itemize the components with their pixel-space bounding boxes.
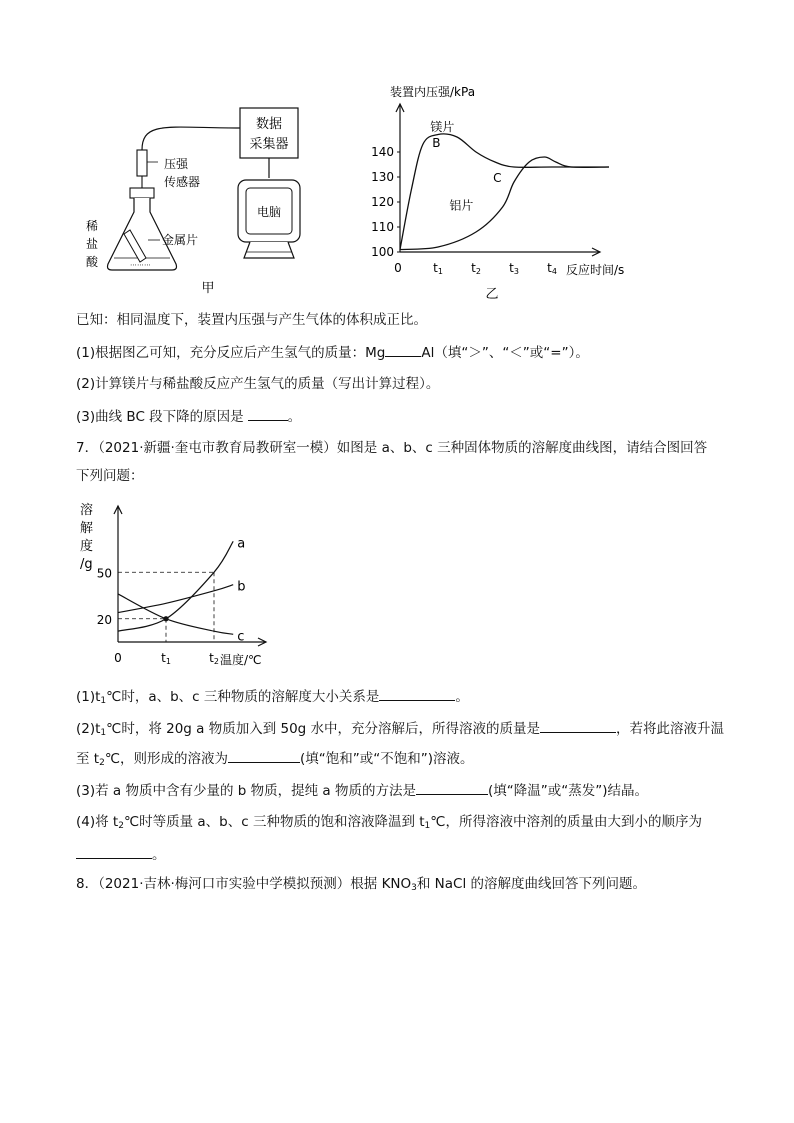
y-tick-label: 120 bbox=[371, 195, 394, 209]
question-7-2-line-2 bbox=[76, 748, 474, 773]
answer-blank bbox=[76, 844, 152, 859]
curve-label-a: a bbox=[237, 536, 246, 552]
series-line-mg bbox=[400, 134, 609, 250]
q7-4-sub2: 1 bbox=[424, 821, 431, 831]
y-label-char: 度 bbox=[80, 539, 94, 554]
q7-2-l2-c: (填“饱和”或“不饱和”)溶液。 bbox=[300, 751, 474, 767]
x-tick-label: t1 bbox=[161, 651, 171, 666]
problem-7-line-2: 下列问题： bbox=[76, 468, 144, 484]
y-tick-label: 20 bbox=[96, 612, 112, 627]
problem-8 bbox=[76, 874, 646, 898]
q6-3-text-b: 。 bbox=[287, 409, 302, 425]
solubility-xlabel: 温度/℃ bbox=[220, 653, 262, 667]
q7-2-l2-sub: 2 bbox=[99, 758, 105, 768]
computer-label: 电脑 bbox=[256, 205, 282, 219]
answer-blank bbox=[540, 718, 616, 733]
sensor-label-1: 压强 bbox=[164, 157, 189, 171]
y-tick-label: 100 bbox=[371, 245, 394, 259]
q7-2-l2-b: ℃，则形成的溶液为 bbox=[104, 751, 228, 767]
sensor-label-2: 传感器 bbox=[164, 175, 201, 189]
point-b-label: B bbox=[432, 136, 441, 150]
p8-sub: 3 bbox=[411, 883, 417, 893]
chart-yi-xlabel: 反应时间/s bbox=[566, 263, 625, 277]
acid-label-3: 酸 bbox=[86, 255, 99, 269]
solubility-axes bbox=[114, 506, 266, 646]
q7-2-sub: 1 bbox=[100, 728, 107, 738]
p8-a: 8．（2021·吉林·梅河口市实验中学模拟预测）根据 KNO bbox=[76, 876, 412, 892]
series-line-al bbox=[400, 157, 609, 250]
q6-3-text-a: (3)曲线 BC 段下降的原因是 bbox=[76, 409, 244, 425]
series-label: 镁片 bbox=[430, 120, 455, 134]
metal-label: 金属片 bbox=[162, 233, 199, 247]
computer-icon bbox=[238, 180, 300, 258]
answer-blank bbox=[228, 748, 300, 763]
apparatus-figure bbox=[80, 100, 320, 300]
answer-blank bbox=[248, 406, 288, 421]
y-tick-label: 130 bbox=[371, 170, 394, 184]
caption-yi: 乙 bbox=[485, 287, 499, 302]
chart-yi-ylabel: 装置内压强/kPa bbox=[390, 85, 476, 99]
p8-b: 和 NaCl 的溶解度曲线回答下列问题。 bbox=[416, 876, 647, 892]
question-7-4 bbox=[76, 812, 702, 836]
y-tick-label: 110 bbox=[371, 220, 394, 234]
q7-2-l2-a: 至 t bbox=[76, 751, 100, 767]
y-label-char: 溶 bbox=[80, 503, 94, 518]
question-6-2: (2)计算镁片与稀盐酸反应产生氢气的质量（写出计算过程）。 bbox=[76, 376, 440, 392]
x-tick-label: t4 bbox=[547, 261, 557, 276]
question-7-4-line-2 bbox=[76, 844, 166, 865]
pressure-time-chart bbox=[360, 82, 650, 306]
q7-4-sub1: 2 bbox=[118, 821, 124, 831]
y-tick-label: 50 bbox=[96, 566, 112, 581]
q7-4-end: 。 bbox=[152, 847, 166, 863]
solubility-chart bbox=[76, 498, 276, 670]
curve-a bbox=[118, 541, 233, 631]
curve-b bbox=[118, 585, 233, 613]
q7-4-c: ℃，所得溶液中溶剂的质量由大到小的顺序为 bbox=[430, 814, 702, 830]
q6-1-text-b: Al（填“＞”、“＜”或“=”）。 bbox=[421, 345, 589, 361]
q7-3-a: (3)若 a 物质中含有少量的 b 物质，提纯 a 物质的方法是 bbox=[76, 783, 416, 799]
conical-flask-icon bbox=[108, 188, 177, 270]
problem-7-line-1: 7．（2021·新疆·奎屯市教育局教研室一模）如图是 a、b、c 三种固体物质的溶解度曲线图，请结合图回答 bbox=[76, 440, 708, 456]
q7-2-b: ℃时，将 20g a 物质加入到 50g 水中，充分溶解后，所得溶液的质量是 bbox=[106, 721, 541, 737]
series-label: 铝片 bbox=[449, 198, 474, 213]
x-tick-label: t2 bbox=[209, 651, 219, 666]
known-condition: 已知：相同温度下，装置内压强与产生气体的体积成正比。 bbox=[76, 312, 427, 328]
curve-label-b: b bbox=[237, 579, 246, 595]
question-7-3 bbox=[76, 780, 648, 801]
q7-3-b: (填“降温”或“蒸发”)结晶。 bbox=[488, 783, 649, 799]
q7-1-a: (1)t bbox=[76, 689, 101, 705]
answer-blank bbox=[416, 780, 488, 795]
answer-blank bbox=[385, 342, 421, 357]
curve-label-c: c bbox=[237, 629, 245, 645]
x-tick-label: 0 bbox=[394, 261, 402, 275]
question-6-3 bbox=[76, 406, 301, 427]
q7-4-a: (4)将 t bbox=[76, 814, 119, 830]
daq-label-2: 采集器 bbox=[249, 137, 289, 152]
y-label-char: 解 bbox=[80, 521, 94, 536]
q6-1-text-a: (1)根据图乙可知，充分反应后产生氢气的质量：Mg bbox=[76, 345, 386, 361]
acid-label-2: 盐 bbox=[86, 237, 99, 251]
x-tick-label: t3 bbox=[509, 261, 519, 276]
q7-1-c: 。 bbox=[455, 689, 469, 705]
question-7-1 bbox=[76, 686, 469, 711]
q7-4-b: ℃时等质量 a、b、c 三种物质的饱和溶液降温到 t bbox=[123, 814, 425, 830]
point-c-label: C bbox=[493, 171, 502, 185]
x-tick-label: t1 bbox=[433, 261, 443, 276]
caption-jia: 甲 bbox=[201, 281, 215, 296]
chart-yi-series bbox=[400, 134, 609, 250]
q7-1-b: ℃时，a、b、c 三种物质的溶解度大小关系是 bbox=[106, 689, 380, 705]
x-tick-label: 0 bbox=[114, 651, 122, 665]
y-label-char: /g bbox=[80, 557, 93, 572]
question-6-1 bbox=[76, 342, 589, 363]
sensor-cable bbox=[142, 127, 240, 150]
acid-label-1: 稀 bbox=[86, 219, 99, 233]
solubility-series bbox=[118, 541, 233, 634]
x-tick-label: t2 bbox=[471, 261, 481, 276]
intersection-point bbox=[163, 616, 168, 621]
q7-2-c: ，若将此溶液升温 bbox=[616, 721, 725, 737]
q7-1-sub: 1 bbox=[100, 696, 107, 706]
q7-2-a: (2)t bbox=[76, 721, 101, 737]
answer-blank bbox=[379, 686, 455, 701]
y-tick-label: 140 bbox=[371, 145, 394, 159]
svg-text:⋯⋯⋯: ⋯⋯⋯ bbox=[130, 261, 151, 269]
daq-label-1: 数据 bbox=[255, 117, 283, 132]
question-7-2 bbox=[76, 718, 724, 743]
